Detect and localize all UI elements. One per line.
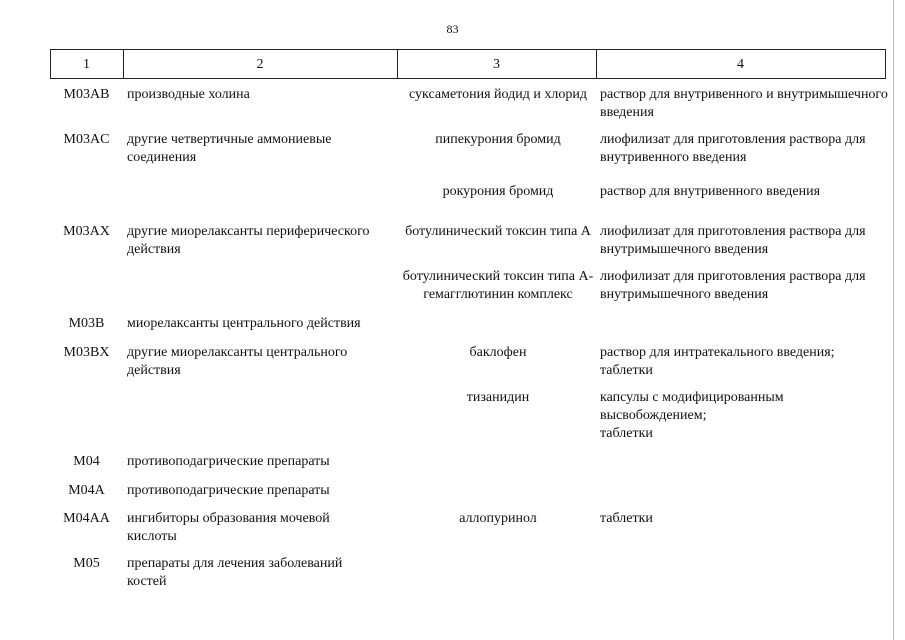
table-header-rule [50, 78, 886, 79]
row-code: M04AA [63, 511, 110, 526]
column-header-3: 3 [493, 57, 500, 72]
row-inn: суксаметония йодид и хлорид [409, 87, 587, 102]
row-inn: баклофен [469, 345, 527, 360]
header-divider [885, 49, 886, 79]
row-group: препараты для лечения заболеваний костей [127, 556, 343, 589]
page-right-edge [893, 0, 894, 640]
row-inn: аллопуринол [459, 511, 537, 526]
row-group: ингибиторы образования мочевой кислоты [127, 511, 330, 544]
row-code: M03AB [63, 87, 110, 102]
row-form: раствор для интратекального введения; таблетки [600, 345, 835, 378]
row-form: раствор для внутривенного введения [600, 184, 821, 199]
row-group: противоподагрические препараты [127, 454, 330, 469]
row-inn: тизанидин [466, 390, 530, 405]
table-top-rule [50, 49, 886, 50]
column-header-1: 1 [83, 57, 90, 72]
row-inn: пипекурония бромид [435, 132, 561, 147]
row-group: противоподагрические препараты [127, 483, 330, 498]
row-inn: рокурония бромид [442, 184, 554, 199]
row-code: M03B [68, 316, 105, 331]
row-form: лиофилизат для приготовления раствора для внутривенного введения [600, 132, 866, 165]
row-group: другие миорелаксанты центрального действия [127, 345, 348, 378]
column-header-2: 2 [256, 57, 264, 72]
row-code: M04A [68, 483, 105, 498]
page-number: 83 [446, 22, 459, 36]
row-inn: ботулинический токсин типа А-гемагглютинин комплекс [402, 269, 594, 302]
row-code: M04 [73, 454, 100, 469]
row-form: таблетки [600, 511, 653, 526]
row-group: другие четвертичные аммониевые соединения [127, 132, 332, 165]
row-code: M05 [73, 556, 100, 571]
row-code: M03AC [63, 132, 110, 147]
row-inn: ботулинический токсин типа А [405, 224, 591, 239]
row-form: лиофилизат для приготовления раствора для внутримышечного введения [600, 269, 866, 302]
row-group: производные холина [127, 87, 250, 102]
row-group: другие миорелаксанты периферического действия [127, 224, 370, 257]
column-header-4: 4 [737, 57, 744, 72]
row-form: раствор для внутривенного и внутримышечного введения [600, 87, 888, 120]
row-code: M03AX [63, 224, 110, 239]
row-group: миорелаксанты центрального действия [127, 316, 361, 331]
row-form: капсулы с модифицированным высвобождением; таблетки [600, 390, 784, 441]
row-form: лиофилизат для приготовления раствора для внутримышечного введения [600, 224, 866, 257]
row-code: M03BX [63, 345, 110, 360]
